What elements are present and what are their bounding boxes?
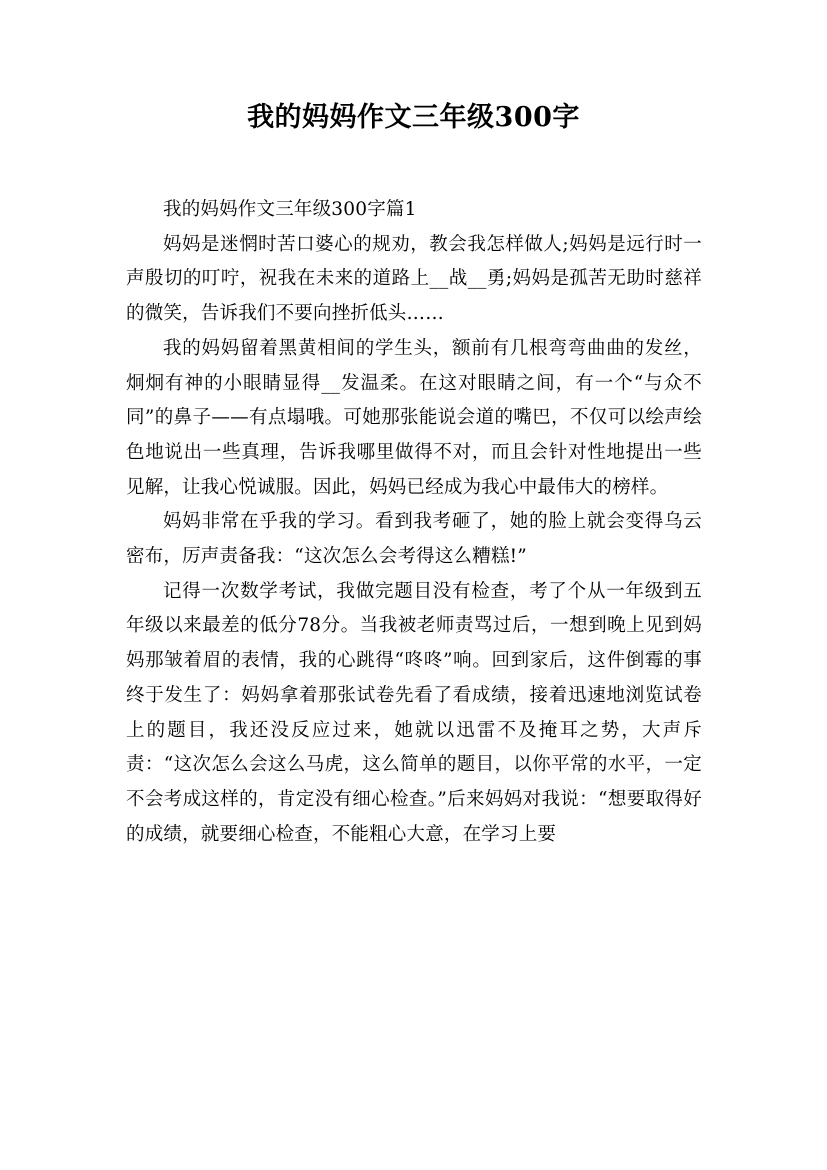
paragraph: 妈妈是迷惘时苦口婆心的规劝，教会我怎样做人;妈妈是远行时一声殷切的叮咛，祝我在未来的道路上__战__勇;妈妈是孤苦无助时慈祥的微笑，告诉我们不要向挫折低头…… — [126, 233, 702, 325]
section-heading: 我的妈妈作文三年级300字篇1 — [163, 199, 417, 220]
document-body — [126, 193, 702, 852]
paragraph: 妈妈非常在乎我的学习。看到我考砸了，她的脸上就会变得乌云密布，厉声责备我：“这次怎么会考得这么糟糕!” — [126, 511, 702, 568]
document-title: 我的妈妈作文三年级300字 — [247, 102, 580, 133]
paragraph: 我的妈妈留着黑黄相间的学生头，额前有几根弯弯曲曲的发丝，炯炯有神的小眼睛显得__发温柔。在这对眼睛之间，有一个“与众不同”的鼻子——有点塌哦。可她那张能说会道的嘴巴，不仅可以绘声绘色地说出一些真理，告诉我哪里做得不对，而且会针对性地提出一些见解，让我心悦诚服。因此，妈妈已经成为我心中最伟大的榜样。 — [126, 337, 702, 498]
paragraph: 记得一次数学考试，我做完题目没有检查，考了个从一年级到五年级以来最差的低分78分。当我被老师责骂过后，一想到晚上见到妈妈那皱着眉的表情，我的心跳得“咚咚”响。回到家后，这件倒霉的事终于发生了：妈妈拿着那张试卷先看了看成绩，接着迅速地浏览试卷上的题目，我还没反应过来，她就以迅雷不及掩耳之势，大声斥责：“这次怎么会这么马虎，这么简单的题目，以你平常的水平，一定不会考成这样的，肯定没有细心检查。”后来妈妈对我说：“想要取得好的成绩，就要细心检查，不能粗心大意，在学习上要 — [126, 580, 702, 845]
